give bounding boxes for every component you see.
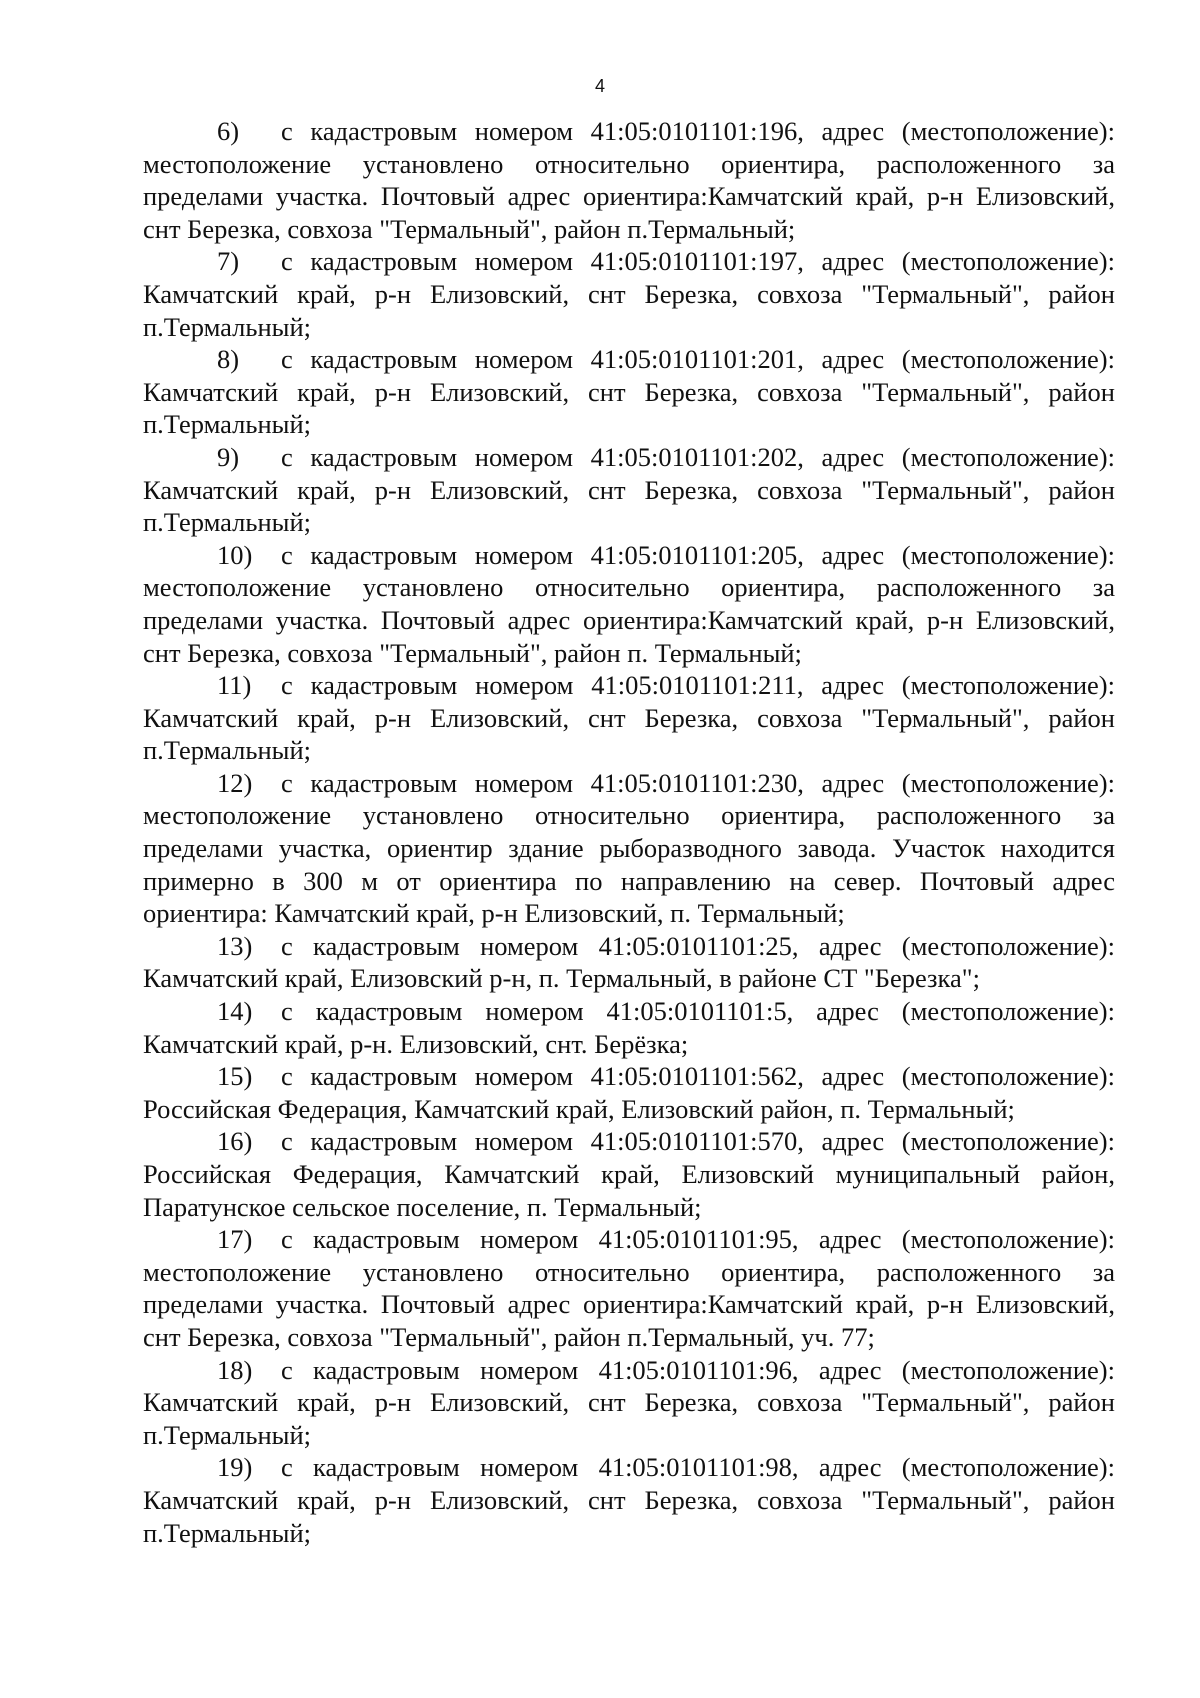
document-body — [143, 115, 1115, 1549]
item-number: 7) — [217, 246, 240, 277]
list-item — [143, 1354, 1115, 1452]
item-text: с кадастровым номером 41:05:0101101:5, адрес (местоположение): Камчатский край, р-н. Елизовский, снт. Берёзка; — [143, 996, 1115, 1059]
item-text: с кадастровым номером 41:05:0101101:25, адрес (местоположение): Камчатский край, Елизовский р-н, п. Термальный, в районе СТ "Березка"; — [143, 930, 1115, 994]
item-text: с кадастровым номером 41:05:0101101:570, адрес (местоположение): Российская Федерация, Камчатский край, Елизовский муниципальный район, Паратунское сельское поселение, п. Термальный; — [143, 1126, 1115, 1222]
item-number: 12) — [217, 767, 253, 798]
item-number: 8) — [217, 344, 240, 375]
item-number: 14) — [217, 996, 253, 1027]
list-item — [143, 441, 1115, 539]
list-item — [143, 669, 1115, 767]
item-text: с кадастровым номером 41:05:0101101:202, адрес (местоположение): Камчатский край, р-н Елизовский, снт Березка, совхоза "Термальный", район п.Термальный; — [143, 441, 1115, 538]
item-number: 19) — [217, 1452, 253, 1483]
item-number: 17) — [217, 1224, 253, 1255]
item-number: 16) — [217, 1126, 253, 1157]
item-text: с кадастровым номером 41:05:0101101:205, адрес (местоположение): местоположение установлено относительно ориентира, расположенного за пределами участка. Почтовый адрес ориентира:Камчатский край, р-н Елизовский, снт Березка, совхоза "Термальный", район п. Термальный; — [143, 539, 1115, 668]
list-item — [143, 995, 1115, 1060]
item-text: с кадастровым номером 41:05:0101101:230, адрес (местоположение): местоположение установлено относительно ориентира, расположенного за пределами участка, ориентир здание рыборазводного завода. Участок находится примерно в 300 м от ориентира по направлению на север. Почтовый адрес ориентира: Камчатский край, р-н Елизовский, п. Термальный; — [143, 767, 1115, 929]
item-number: 10) — [217, 539, 253, 570]
item-text: с кадастровым номером 41:05:0101101:196, адрес (местоположение): местоположение установлено относительно ориентира, расположенного за пределами участка. Почтовый адрес ориентира:Камчатский край, р-н Елизовский, снт Березка, совхоза "Термальный", район п.Термальный; — [143, 116, 1115, 244]
list-item — [143, 1060, 1115, 1125]
list-item — [143, 343, 1115, 441]
item-number: 13) — [217, 930, 253, 961]
item-text: с кадастровым номером 41:05:0101101:562, адрес (местоположение): Российская Федерация, Камчатский край, Елизовский район, п. Термальный; — [143, 1061, 1115, 1124]
item-text: с кадастровым номером 41:05:0101101:96, адрес (местоположение): Камчатский край, р-н Елизовский, снт Березка, совхоза "Термальный", район п.Термальный; — [143, 1354, 1115, 1450]
list-item — [143, 1451, 1115, 1549]
item-number: 15) — [217, 1061, 253, 1092]
page-number: 4 — [594, 76, 605, 96]
list-item — [143, 1223, 1115, 1353]
item-number: 9) — [217, 441, 240, 472]
item-number: 11) — [217, 670, 252, 701]
list-item — [143, 115, 1115, 245]
list-item — [143, 1125, 1115, 1223]
list-item — [143, 767, 1115, 930]
item-text: с кадастровым номером 41:05:0101101:197, адрес (местоположение): Камчатский край, р-н Елизовский, снт Березка, совхоза "Термальный", район п.Термальный; — [143, 246, 1115, 342]
item-number: 6) — [217, 116, 240, 146]
item-number: 18) — [217, 1354, 253, 1385]
item-text: с кадастровым номером 41:05:0101101:201, адрес (местоположение): Камчатский край, р-н Елизовский, снт Березка, совхоза "Термальный", район п.Термальный; — [143, 344, 1115, 440]
item-text: с кадастровым номером 41:05:0101101:98, адрес (местоположение): Камчатский край, р-н Елизовский, снт Березка, совхоза "Термальный", район п.Термальный; — [143, 1452, 1115, 1548]
item-text: с кадастровым номером 41:05:0101101:95, адрес (местоположение): местоположение установлено относительно ориентира, расположенного за пределами участка. Почтовый адрес ориентира:Камчатский край, р-н Елизовский, снт Березка, совхоза "Термальный", район п.Термальный, уч. 77; — [143, 1224, 1115, 1352]
list-item — [143, 930, 1115, 995]
list-item — [143, 245, 1115, 343]
item-text: с кадастровым номером 41:05:0101101:211, адрес (местоположение): Камчатский край, р-н Елизовский, снт Березка, совхоза "Термальный", район п.Термальный; — [143, 670, 1115, 766]
list-item — [143, 539, 1115, 669]
